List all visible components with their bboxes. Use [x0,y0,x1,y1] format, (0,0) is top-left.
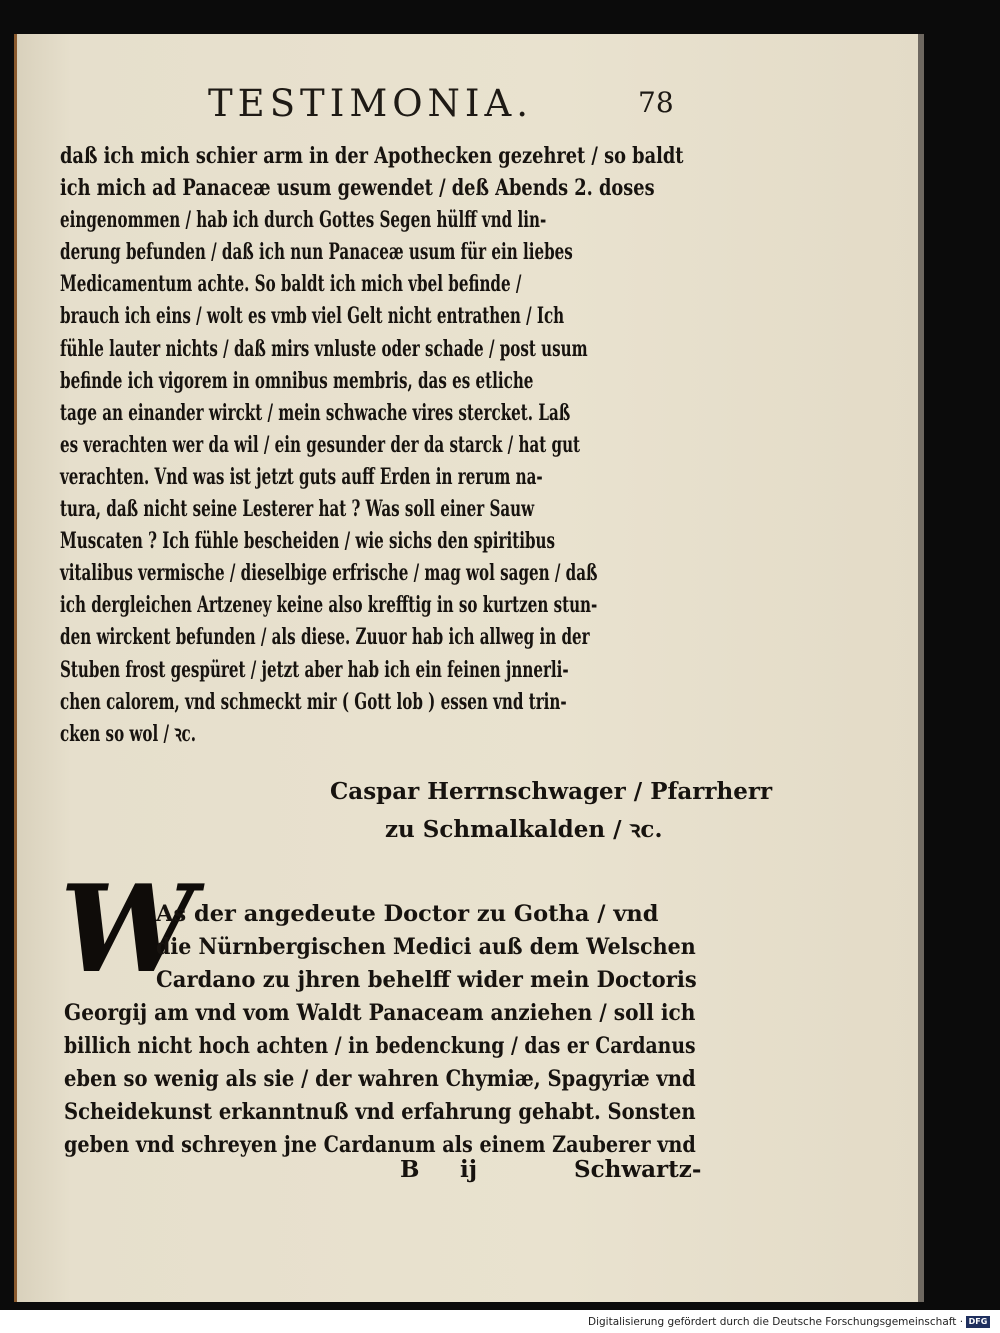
body-line: vitalibus vermische / dieselbige erfrische / mag wol sagen / daß [60,560,598,587]
signature-name: Caspar Herrnschwager / Pfarrherr [330,778,773,805]
signature-place: zu Schmalkalden / ꝛc. [385,816,663,843]
paragraph-line: Georgij am vnd vom Waldt Panaceam anziehen / soll ich [64,1000,696,1026]
paragraph-line: geben vnd schreyen jne Cardanum als einem Zauberer vnd [64,1132,696,1158]
running-head: TESTIMONIA. [208,82,534,125]
body-line: den wirckent befunden / als diese. Zuuor hab ich allweg in der [60,624,590,651]
signature-number: ij [460,1156,478,1183]
body-line: Muscaten ? Ich fühle bescheiden / wie sichs den spiritibus [60,528,556,555]
body-line: brauch ich eins / wolt es vmb viel Gelt nicht entrathen / Ich [60,303,565,330]
body-line: Medicamentum achte. So baldt ich mich vbel befinde / [60,271,522,298]
body-line: chen calorem, vnd schmeckt mir ( Gott lob ) essen vnd trin- [60,688,567,715]
body-line: es verachten wer da wil / ein gesunder der da starck / hat gut [60,431,581,458]
body-line: derung befunden / daß ich nun Panaceæ usum für ein liebes [60,239,573,266]
paragraph-line: die Nürnbergischen Medici auß dem Welschen [156,934,696,960]
body-text [60,140,1000,750]
paragraph-line: Scheidekunst erkanntnuß vnd erfahrung gehabt. Sonsten [64,1099,696,1125]
body-line: befinde ich vigorem in omnibus membris, das es etliche [60,367,534,394]
signature-mark: B [400,1156,420,1183]
page-number: 78 [638,86,674,119]
paragraph-line: Cardano zu jhren behelff wider mein Doctoris [156,967,697,993]
body-line: eingenommen / hab ich durch Gottes Segen hülff vnd lin- [60,207,547,234]
body-line: ich dergleichen Artzeney keine also krefftig in so kurtzen stun- [60,592,598,619]
footer-credit: Digitalisierung gefördert durch die Deutsche Forschungsgemeinschaft · [588,1316,964,1328]
body-line: tage an einander wirckt / mein schwache vires stercket. Laß [60,399,571,426]
paragraph-line: billich nicht hoch achten / in bedenckung / das er Cardanus [64,1033,696,1059]
catchword: Schwartz- [574,1156,702,1183]
body-line: ich mich ad Panaceæ usum gewendet / deß Abends 2. doses [60,175,655,202]
body-line: verachten. Vnd was ist jetzt guts auff Erden in rerum na- [60,463,543,490]
body-line: daß ich mich schier arm in der Apothecken gezehret / so baldt [60,143,684,169]
dfg-logo[interactable]: DFG [966,1316,990,1328]
body-line: fühle lauter nichts / daß mirs vnluste oder schade / post usum [60,335,588,362]
body-line: Stuben frost gespüret / jetzt aber hab ich ein feinen jnnerli- [60,656,569,683]
drop-cap-initial: W [60,859,195,1000]
paragraph-line: eben so wenig als sie / der wahren Chymiæ, Spagyriæ vnd [64,1066,696,1092]
body-line: cken so wol / ꝛc. [60,720,196,747]
paragraph-line: As der angedeute Doctor zu Gotha / vnd [156,901,659,927]
body-line: tura, daß nicht seine Lesterer hat ? Was soll einer Sauw [60,496,535,523]
